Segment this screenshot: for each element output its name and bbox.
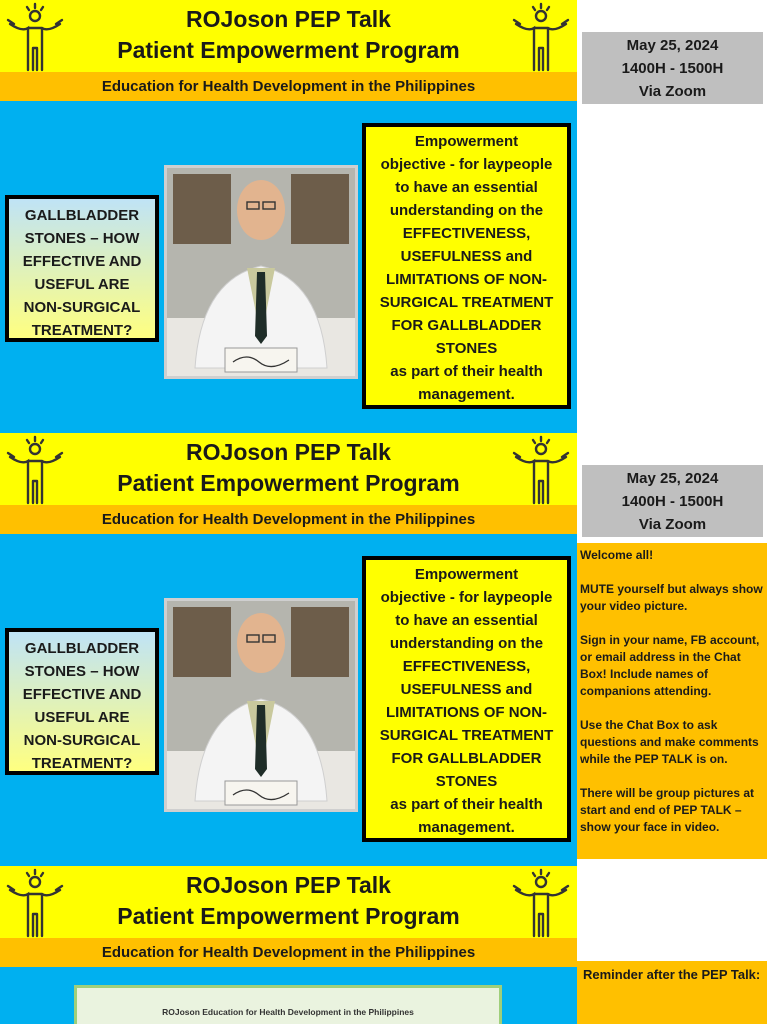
slide-header [0, 0, 577, 72]
schedule-box: May 25, 2024 1400H - 1500H Via Zoom [582, 465, 763, 537]
objective-box: Empowerment objective - for laypeople to have an essential understanding on the EFFECTIVENESS, USEFULNESS and LIMITATIONS OF NON- SURGICAL TREATMENT FOR GALLBLADDER STONES as part of their health management. [362, 123, 571, 409]
slide-title: ROJoson PEP Talk Patient Empowerment Program [117, 872, 460, 929]
speaker-photo [164, 598, 358, 812]
slide-1 [0, 0, 577, 433]
welcome-instructions: Welcome all! MUTE yourself but always show your video picture. Sign in your name, FB account, or email address in the Chat Box! Include names of companions attending. Use the Chat Box to ask questions and make comments while the PEP TALK is on. There will be group pictures at start and end of PEP TALK – show your face in video. [577, 543, 767, 859]
slide-header [0, 866, 577, 938]
question-box: GALLBLADDER STONES – HOW EFFECTIVE AND USEFUL ARE NON-SURGICAL TREATMENT? [5, 628, 159, 775]
slide-title: ROJoson PEP Talk Patient Empowerment Program [117, 439, 460, 496]
slide-header [0, 433, 577, 505]
reminder-box: Reminder after the PEP Talk: [577, 961, 767, 1024]
slide-subtitle: Education for Health Development in the Philippines [0, 72, 577, 101]
slide-subtitle: Education for Health Development in the Philippines [0, 505, 577, 534]
question-box: GALLBLADDER STONES – HOW EFFECTIVE AND USEFUL ARE NON-SURGICAL TREATMENT? [5, 195, 159, 342]
slide-2 [0, 433, 577, 866]
slide-body [0, 101, 577, 433]
speaker-photo [164, 165, 358, 379]
slide-subtitle: Education for Health Development in the Philippines [0, 938, 577, 967]
slide-body [0, 534, 577, 866]
schedule-box: May 25, 2024 1400H - 1500H Via Zoom [582, 32, 763, 104]
objective-box: Empowerment objective - for laypeople to have an essential understanding on the EFFECTIVENESS, USEFULNESS and LIMITATIONS OF NON- SURGICAL TREATMENT FOR GALLBLADDER STONES as part of their health management. [362, 556, 571, 842]
certificate-preview: ROJoson Education for Health Development in the Philippines [74, 985, 502, 1024]
slide-title: ROJoson PEP Talk Patient Empowerment Program [117, 6, 460, 63]
